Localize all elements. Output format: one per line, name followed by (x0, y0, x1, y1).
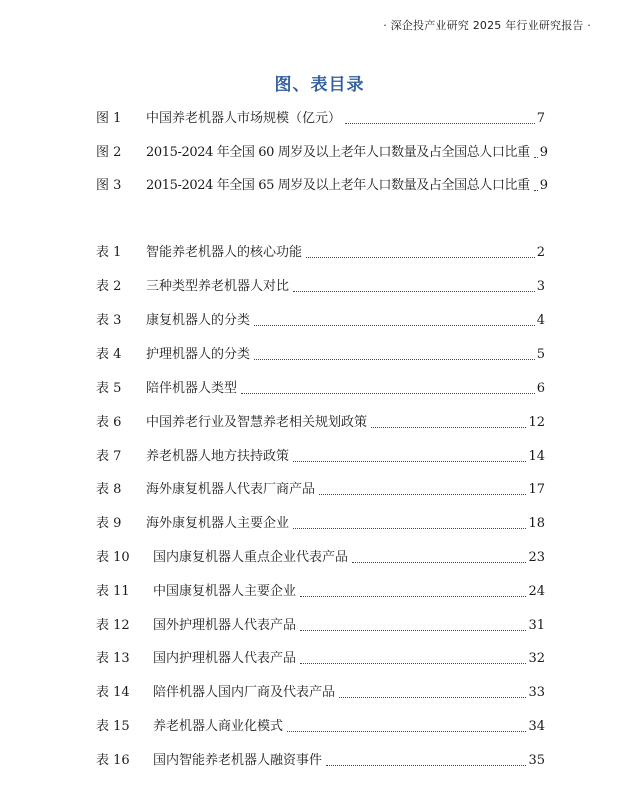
table-entry[interactable] (96, 547, 545, 567)
table-entry[interactable] (96, 716, 545, 736)
entry-label: 表 13 (96, 651, 130, 666)
table-entry[interactable] (96, 378, 545, 398)
table-entry[interactable] (96, 581, 545, 601)
entry-label: 表 3 (96, 313, 122, 328)
entry-label: 表 9 (96, 516, 122, 531)
entry-page-number: 24 (528, 584, 545, 599)
table-entry[interactable] (96, 479, 545, 499)
entry-title: 陪伴机器人类型 (146, 381, 238, 396)
entry-title: 国内康复机器人重点企业代表产品 (153, 550, 349, 565)
entry-label: 表 6 (96, 415, 122, 430)
entry-label: 表 14 (96, 685, 130, 700)
entry-title: 国外护理机器人代表产品 (153, 618, 297, 633)
entry-page-number: 3 (536, 279, 545, 294)
dot-leader (352, 562, 526, 563)
entry-page-number: 9 (539, 145, 548, 160)
figure-entry[interactable] (96, 108, 545, 128)
entry-title: 养老机器人商业化模式 (153, 719, 284, 734)
entry-page-number: 9 (539, 178, 548, 193)
figure-entry[interactable] (96, 142, 548, 162)
entry-label: 表 12 (96, 618, 130, 633)
entry-title: 智能养老机器人的核心功能 (146, 245, 303, 260)
entry-label: 表 15 (96, 719, 130, 734)
dot-leader (339, 697, 526, 698)
table-entry[interactable] (96, 344, 545, 364)
entry-page-number: 12 (528, 415, 545, 430)
dot-leader (254, 359, 535, 360)
entry-page-number: 35 (528, 753, 545, 768)
entry-page-number: 5 (536, 347, 545, 362)
dot-leader (254, 325, 535, 326)
entry-page-number: 6 (536, 381, 545, 396)
entry-label: 图 2 (96, 145, 122, 160)
table-entry[interactable] (96, 648, 545, 668)
entry-title: 养老机器人地方扶持政策 (146, 449, 290, 464)
figure-entry[interactable] (96, 175, 548, 195)
running-header: · 深企投产业研究 2025 年行业研究报告 · (383, 19, 591, 32)
table-entry[interactable] (96, 412, 545, 432)
dot-leader (306, 257, 535, 258)
entry-title: 康复机器人的分类 (146, 313, 251, 328)
entry-title: 海外康复机器人代表厂商产品 (146, 482, 316, 497)
dot-leader (371, 427, 526, 428)
dot-leader (293, 461, 526, 462)
dot-leader (293, 291, 535, 292)
dot-leader (300, 663, 526, 664)
table-entry[interactable] (96, 310, 545, 330)
table-entry[interactable] (96, 242, 545, 262)
entry-label: 表 16 (96, 753, 130, 768)
entry-title: 2015-2024 年全国 60 周岁及以上老年人口数量及占全国总人口比重 (146, 145, 530, 160)
entry-title: 中国康复机器人主要企业 (153, 584, 297, 599)
entry-page-number: 2 (536, 245, 545, 260)
entry-page-number: 34 (528, 719, 545, 734)
entry-page-number: 17 (528, 482, 545, 497)
dot-leader (300, 596, 526, 597)
table-entry[interactable] (96, 513, 545, 533)
entry-label: 表 10 (96, 550, 130, 565)
dot-leader (287, 731, 526, 732)
entry-page-number: 7 (536, 111, 545, 126)
entry-label: 表 2 (96, 279, 122, 294)
table-entry[interactable] (96, 446, 545, 466)
entry-page-number: 18 (528, 516, 545, 531)
dot-leader (345, 123, 535, 124)
entry-page-number: 23 (528, 550, 545, 565)
entry-page-number: 14 (528, 449, 545, 464)
entry-title: 海外康复机器人主要企业 (146, 516, 290, 531)
entry-title: 护理机器人的分类 (146, 347, 251, 362)
entry-page-number: 33 (528, 685, 545, 700)
entry-page-number: 4 (536, 313, 545, 328)
entry-label: 表 7 (96, 449, 122, 464)
table-entry[interactable] (96, 276, 545, 296)
entry-label: 表 5 (96, 381, 122, 396)
dot-leader (300, 630, 526, 631)
entry-label: 表 4 (96, 347, 122, 362)
entry-page-number: 32 (528, 651, 545, 666)
entry-label: 表 1 (96, 245, 122, 260)
entry-title: 中国养老机器人市场规模（亿元） (146, 111, 342, 126)
table-entry[interactable] (96, 682, 545, 702)
table-entry[interactable] (96, 750, 545, 770)
entry-label: 表 8 (96, 482, 122, 497)
dot-leader (534, 190, 538, 191)
entry-label: 表 11 (96, 584, 130, 599)
dot-leader (326, 765, 526, 766)
entry-title: 2015-2024 年全国 65 周岁及以上老年人口数量及占全国总人口比重 (146, 178, 530, 193)
dot-leader (534, 157, 538, 158)
entry-title: 三种类型养老机器人对比 (146, 279, 290, 294)
table-entry[interactable] (96, 615, 545, 635)
entry-title: 国内护理机器人代表产品 (153, 651, 297, 666)
entry-label: 图 3 (96, 178, 122, 193)
entry-page-number: 31 (528, 618, 545, 633)
entry-label: 图 1 (96, 111, 122, 126)
entry-title: 国内智能养老机器人融资事件 (153, 753, 323, 768)
dot-leader (293, 528, 526, 529)
entry-title: 中国养老行业及智慧养老相关规划政策 (146, 415, 368, 430)
entry-title: 陪伴机器人国内厂商及代表产品 (153, 685, 336, 700)
dot-leader (241, 393, 535, 394)
page-title: 图、表目录 (274, 75, 365, 95)
dot-leader (319, 494, 526, 495)
